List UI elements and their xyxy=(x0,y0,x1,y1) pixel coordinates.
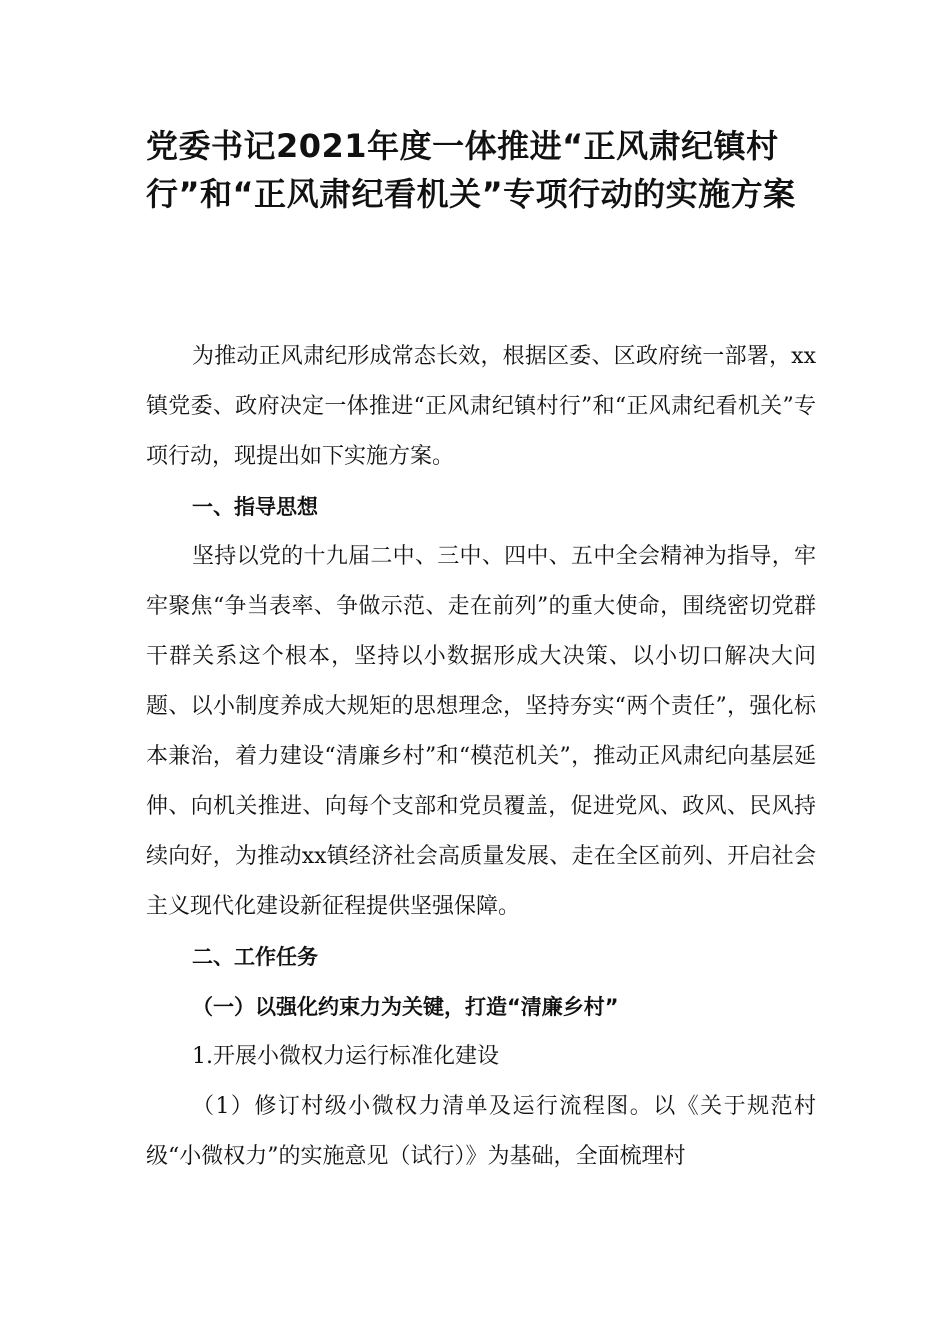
subsection-heading-clean-village: （一）以强化约束力为关键，打造“清廉乡村” xyxy=(192,995,619,1019)
guiding-ideology-paragraph: 坚持以党的十九届二中、三中、四中、五中全会精神为指导，牢牢聚焦“争当表率、争做示范、走在前列”的重大使命，围绕密切党群干群关系这个根本，坚持以小数据形成大决策、以小切口解决大问题、以小制度养成大规矩的思想理念，坚持夯实“两个责任”，强化标本兼治，着力建设“清廉乡村”和“模范机关”，推动正风肃纪向基层延伸、向机关推进、向每个支部和党员覆盖，促进党风、政风、民风持续向好，为推动xx镇经济社会高质量发展、走在全区前列、开启社会主义现代化建设新征程提供坚强保障。 xyxy=(146,544,816,919)
section-heading-work-tasks: 二、工作任务 xyxy=(192,945,318,969)
document-body xyxy=(146,332,816,1182)
section-heading-guiding-ideology: 一、指导思想 xyxy=(192,495,318,519)
document-title: 党委书记2021年度一体推进“正风肃纪镇村行”和“正风肃纪看机关”专项行动的实施方案 xyxy=(146,127,796,213)
intro-paragraph: 为推动正风肃纪形成常态长效，根据区委、区政府统一部署，xx镇党委、政府决定一体推进“正风肃纪镇村行”和“正风肃纪看机关”专项行动，现提出如下实施方案。 xyxy=(146,344,816,469)
item-paragraph-micro-power-list: （1）修订村级小微权力清单及运行流程图。以《关于规范村级“小微权力”的实施意见（试行）》为基础，全面梳理村 xyxy=(146,1094,816,1169)
item-heading-micro-power: 1.开展小微权力运行标准化建设 xyxy=(192,1044,499,1069)
